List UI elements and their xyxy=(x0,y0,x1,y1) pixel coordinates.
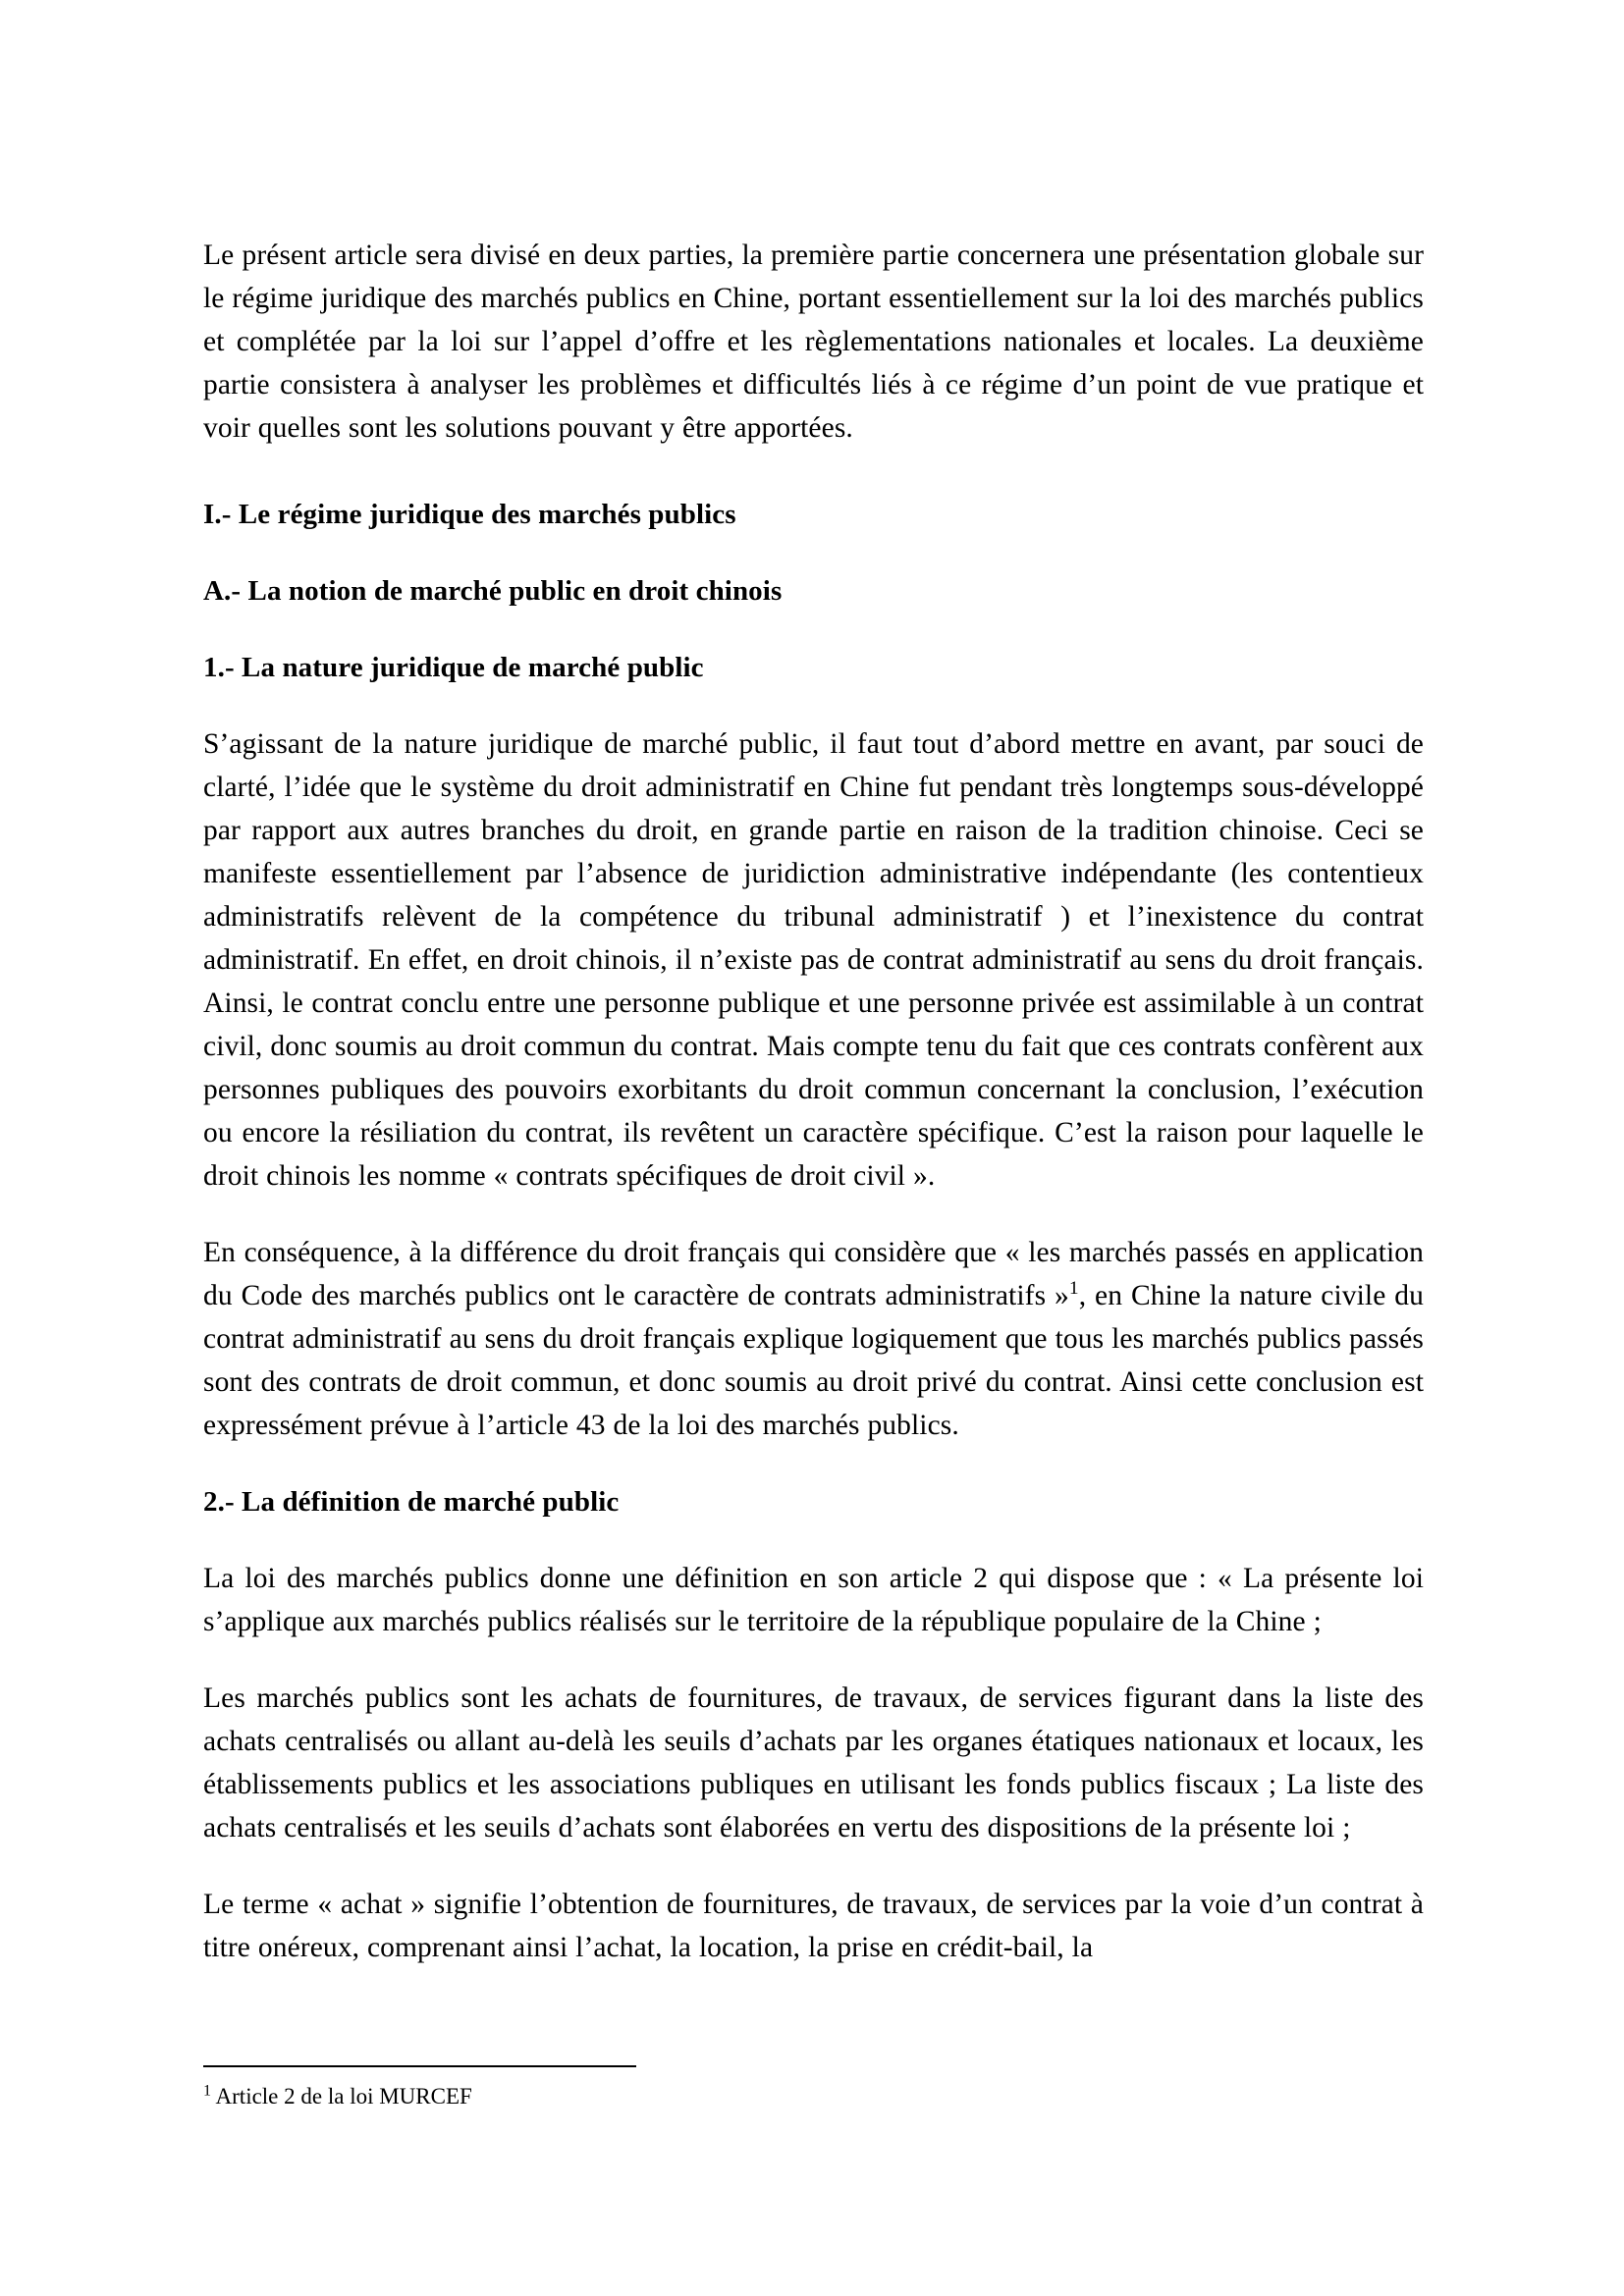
paragraph-achats: Les marchés publics sont les achats de fournitures, de travaux, de services figurant dans la liste des achats centralisés ou allant au-delà les seuils d’achats par les organes étatiques nationaux et locaux, les établissements publics et les associations publiques en utilisant les fonds publics fiscaux ; La liste des achats centralisés et les seuils d’achats sont élaborées en vertu des dispositions de la présente loi ; xyxy=(203,1682,1424,1843)
paragraph-definition-article-2: La loi des marchés publics donne une définition en son article 2 qui dispose que : « La présente loi s’applique aux marchés publics réalisés sur le territoire de la république populaire de la Chine ; xyxy=(203,1563,1424,1637)
heading-part-1: I.- Le régime juridique des marchés publics xyxy=(203,499,736,530)
heading-section-a: A.- La notion de marché public en droit chinois xyxy=(203,575,783,607)
spacer xyxy=(203,483,1424,493)
footnote-separator-rule xyxy=(203,2065,636,2067)
footnote-reference-marker[interactable]: 1 xyxy=(1068,1278,1079,1300)
heading-subsection-1: 1.- La nature juridique de marché public xyxy=(203,652,704,683)
footnote-text: Article 2 de la loi MURCEF xyxy=(215,2084,472,2109)
paragraph-consequence xyxy=(203,1231,1424,1447)
paragraph-terme-achat: Le terme « achat » signifie l’obtention de fournitures, de travaux, de services par la voie d’un contrat à titre onéreux, comprenant ainsi l’achat, la location, la prise en crédit-bail, la xyxy=(203,1889,1424,1963)
paragraph-intro: Le présent article sera divisé en deux parties, la première partie concernera une présentation globale sur le régime juridique des marchés publics en Chine, portant essentiellement sur la loi des marchés publics et complétée par la loi sur l’appel d’offre et les règlementations nationales et locales. La deuxième partie consistera à analyser les problèmes et difficultés liés à ce régime d’un point de vue pratique et voir quelles sont les solutions pouvant y être apportées. xyxy=(203,240,1424,444)
document-body xyxy=(203,234,1424,2002)
paragraph-consequence-text-after-footnote: , en Chine la nature civile du contrat administratif au sens du droit français explique logiquement que tous les marchés publics passés sont des contrats de droit commun, et donc soumis au droit privé du contrat. Ainsi cette conclusion est expressément prévue à l’article 43 de la loi des marchés publics. xyxy=(203,1280,1424,1441)
paragraph-nature-juridique: S’agissant de la nature juridique de marché public, il faut tout d’abord mettre en avant, par souci de clarté, l’idée que le système du droit administratif en Chine fut pendant très longtemps sous-développé par rapport aux autres branches du droit, en grande partie en raison de la tradition chinoise. Ceci se manifeste essentiellement par l’absence de juridiction administrative indépendante (les contentieux administratifs relèvent de la compétence du tribunal administratif ) et l’inexistence du contrat administratif. En effet, en droit chinois, il n’existe pas de contrat administratif au sens du droit français. Ainsi, le contrat conclu entre une personne publique et une personne privée est assimilable à un contrat civil, donc soumis au droit commun du contrat. Mais compte tenu du fait que ces contrats confèrent aux personnes publiques des pouvoirs exorbitants du droit commun concernant la conclusion, l’exécution ou encore la résiliation du contrat, ils revêtent un caractère spécifique. C’est la raison pour laquelle le droit chinois les nomme « contrats spécifiques de droit civil ». xyxy=(203,728,1424,1192)
heading-subsection-2: 2.- La définition de marché public xyxy=(203,1486,620,1518)
footnote-entry xyxy=(203,2081,1424,2112)
footnote-area xyxy=(203,2065,1424,2112)
footnote-number: 1 xyxy=(203,2082,212,2100)
paragraph-consequence-text-before-footnote: En conséquence, à la différence du droit français qui considère que « les marchés passés en application du Code des marchés publics ont le caractère de contrats administratifs » xyxy=(203,1237,1424,1311)
